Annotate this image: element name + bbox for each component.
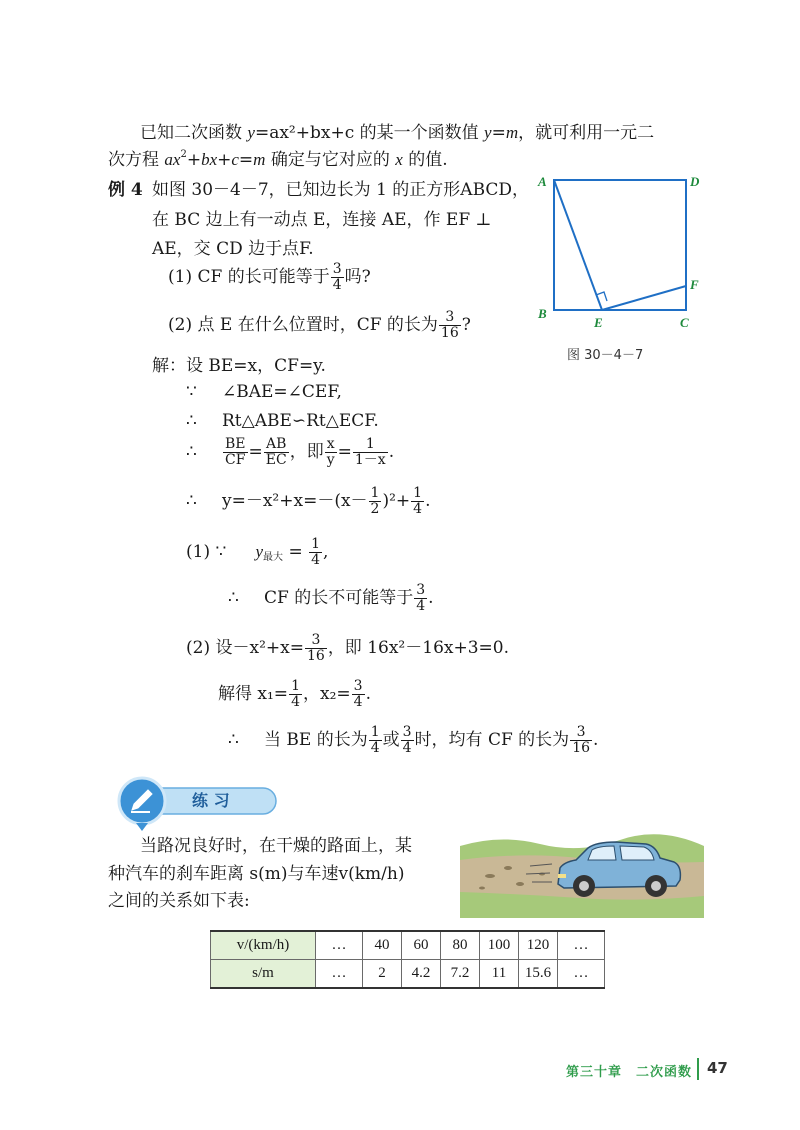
car-braking-illustration: [460, 826, 704, 918]
example-line-1: 如图 30－4－7，已知边长为 1 的正方形ABCD，: [152, 180, 530, 200]
row-header-distance: s/m: [211, 960, 316, 989]
solution-step-4: ∴ y=－x²+x=－(x－ $\frac{1}{2}$ )²+ $\frac{1}{4}$ .: [186, 485, 431, 517]
label-c: C: [680, 315, 689, 330]
chapter-title: 第三十章 二次函数: [566, 1065, 693, 1080]
table-cell: 15.6: [519, 960, 558, 989]
figure-caption: 图 30－4－7: [567, 348, 644, 363]
segment-ef: [602, 286, 686, 310]
table-cell: 2: [363, 960, 402, 989]
table-cell: 100: [480, 931, 519, 960]
part-2-conclusion: ∴ 当 BE 的长为 $\frac{1}{4}$ 或 $\frac{3}{4}$ 时，均有 CF 的长为 $\frac{3}{16}$ .: [228, 724, 599, 756]
table-cell: 80: [441, 931, 480, 960]
square-abcd: [554, 180, 686, 310]
table-cell: 40: [363, 931, 402, 960]
table-cell: 7.2: [441, 960, 480, 989]
label-a: A: [538, 174, 547, 189]
table-cell: 120: [519, 931, 558, 960]
table-cell: 11: [480, 960, 519, 989]
table-cell: 60: [402, 931, 441, 960]
exercise-banner: [100, 776, 280, 836]
fraction: $\frac{3}{16}$: [440, 309, 459, 341]
intro-line-1: 已知二次函数 y=ax²+bx+c 的某一个函数值 y=m，就可利用一元二: [140, 123, 655, 143]
label-f: F: [690, 277, 699, 292]
solution-intro: 解：设 BE=x，CF=y.: [152, 356, 326, 376]
intro-line-2: 次方程 $ax^2+bx+c=m$ 确定与它对应的 x 的值.: [108, 149, 448, 170]
part-1-condition: (1) ∵ $y_{最大}$ = $\frac{1}{4}$ ,: [186, 536, 329, 568]
example-line-3: AE，交 CD 边于点F.: [152, 239, 314, 259]
question-1: (1) CF 的长可能等于 $\frac{3}{4}$ 吗?: [168, 261, 371, 293]
table-cell: …: [558, 931, 605, 960]
exercise-title: 练 习: [192, 791, 230, 810]
table-row: [211, 931, 605, 960]
table-cell: …: [316, 960, 363, 989]
solution-step-1: ∵ ∠BAE=∠CEF,: [186, 382, 342, 402]
exercise-line-1: 当路况良好时，在干燥的路面上，某: [140, 836, 412, 856]
segment-ae: [554, 180, 602, 310]
solution-step-2: ∴ Rt△ABE∽Rt△ECF.: [186, 411, 379, 431]
speed-distance-table: [210, 930, 605, 989]
table-cell: …: [558, 960, 605, 989]
example-label: 例 4: [108, 180, 143, 200]
part-2-solution: 解得 x₁= $\frac{1}{4}$ ，x₂= $\frac{3}{4}$ .: [218, 678, 371, 710]
label-e: E: [594, 315, 603, 330]
table-row: [211, 960, 605, 989]
part-2-equation: (2) 设－x²+x= $\frac{3}{16}$ ，即 16x²－16x+3=0.: [186, 632, 509, 664]
solution-step-3: ∴ $\frac{BE}{CF}$ = $\frac{AB}{EC}$ ，即 $\frac{x}{y}$ = $\frac{1}{1-x}$ .: [186, 436, 395, 468]
table-cell: …: [316, 931, 363, 960]
label-d: D: [690, 174, 700, 189]
footer-divider: [697, 1058, 699, 1080]
square-figure: [530, 168, 710, 333]
banner-pointer: [136, 823, 148, 831]
page-number: 47: [707, 1059, 728, 1077]
fraction: $\frac{3}{4}$: [332, 261, 342, 293]
exercise-line-2: 种汽车的刹车距离 s(m)与车速v(km/h): [108, 864, 405, 884]
exercise-line-3: 之间的关系如下表:: [108, 891, 250, 911]
example-line-2: 在 BC 边上有一动点 E，连接 AE，作 EF ⊥: [152, 210, 492, 230]
question-2: (2) 点 E 在什么位置时，CF 的长为 $\frac{3}{16}$ ?: [168, 309, 471, 341]
label-b: B: [538, 306, 547, 321]
row-header-speed: v/(km/h): [211, 931, 316, 960]
part-1-conclusion: ∴ CF 的长不可能等于 $\frac{3}{4}$ .: [228, 582, 434, 614]
table-cell: 4.2: [402, 960, 441, 989]
